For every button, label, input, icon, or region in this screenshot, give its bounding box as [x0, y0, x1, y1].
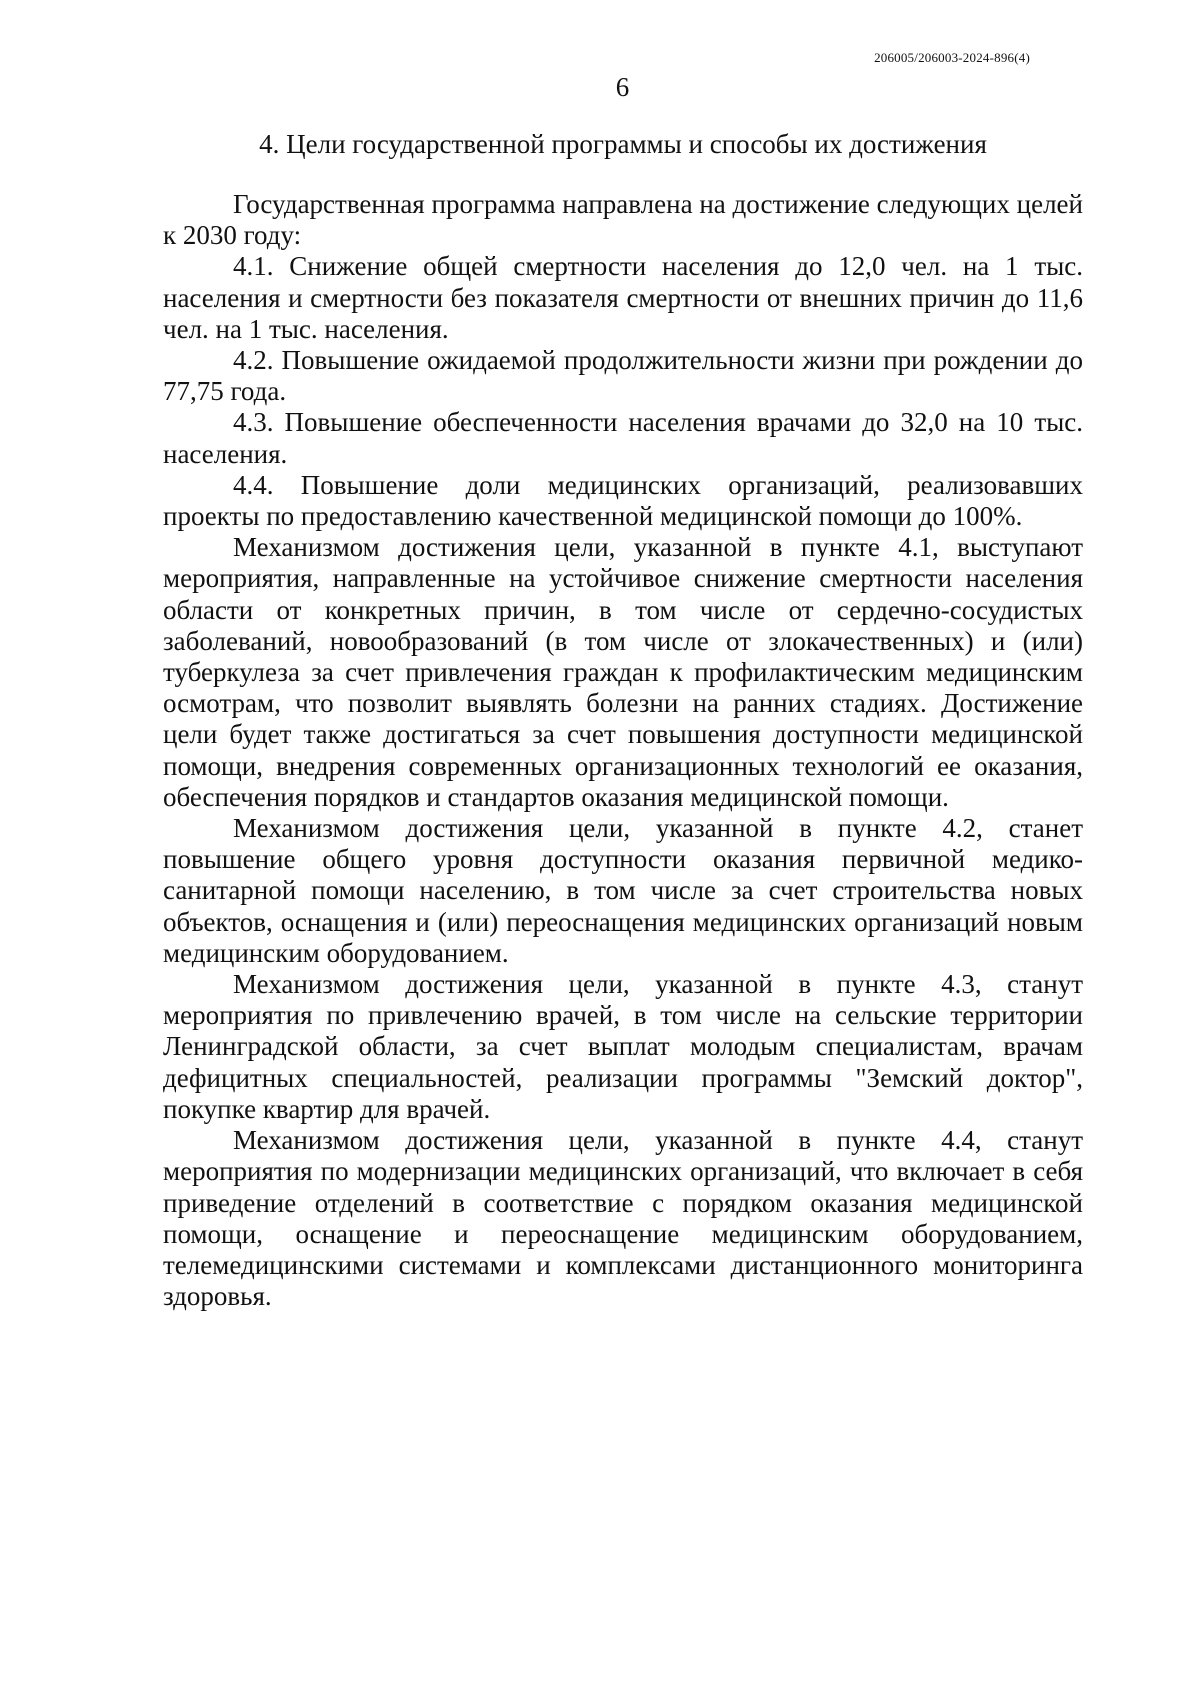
paragraph-mechanism-4-3: Механизмом достижения цели, указанной в пункте 4.3, станут мероприятия по привлечению врачей, в том числе на сельские территории Ленинградской области, за счет выплат молодым специалистам, врачам дефицитных специальностей, реализации программы "Земский доктор", покупке квартир для врачей. — [163, 969, 1083, 1124]
paragraph-mechanism-4-2: Механизмом достижения цели, указанной в пункте 4.2, станет повышение общего уровня доступности оказания первичной медико-санитарной помощи населению, в том числе за счет строительства новых объектов, оснащения и (или) переоснащения медицинских организаций новым медицинским оборудованием. — [163, 813, 1083, 968]
paragraph-goal-4-3: 4.3. Повышение обеспеченности населения врачами до 32,0 на 10 тыс. населения. — [163, 407, 1083, 469]
document-number: 206005/206003-2024-896(4) — [874, 50, 1030, 65]
paragraph-mechanism-4-1: Механизмом достижения цели, указанной в пункте 4.1, выступают мероприятия, направленные на устойчивое снижение смертности населения области от конкретных причин, в том числе от сердечно-сосудистых заболеваний, новообразований (в том числе от злокачественных) и (или) туберкулеза за счет привлечения граждан к профилактическим медицинским осмотрам, что позволит выявлять болезни на ранних стадиях. Достижение цели будет также достигаться за счет повышения доступности медицинской помощи, внедрения современных организационных технологий ее оказания, обеспечения порядков и стандартов оказания медицинской помощи. — [163, 532, 1083, 812]
section-title: 4. Цели государственной программы и способы их достижения — [259, 129, 987, 159]
paragraph-goal-4-4: 4.4. Повышение доли медицинских организаций, реализовавших проекты по предоставлению качественной медицинской помощи до 100%. — [163, 469, 1083, 532]
document-body — [163, 189, 1083, 1312]
paragraph-mechanism-4-4: Механизмом достижения цели, указанной в пункте 4.4, станут мероприятия по модернизации медицинских организаций, что включает в себя приведение отделений в соответствие с порядком оказания медицинской помощи, оснащение и переоснащение медицинским оборудованием, телемедицинскими системами и комплексами дистанционного мониторинга здоровья. — [163, 1125, 1083, 1312]
paragraph-goal-4-2: 4.2. Повышение ожидаемой продолжительности жизни при рождении до 77,75 года. — [163, 345, 1083, 407]
page-number: 6 — [615, 72, 630, 102]
paragraph-goal-4-1: 4.1. Снижение общей смертности населения до 12,0 чел. на 1 тыс. населения и смертности без показателя смертности от внешних причин до 11,6 чел. на 1 тыс. населения. — [163, 251, 1083, 344]
paragraph-intro: Государственная программа направлена на достижение следующих целей к 2030 году: — [163, 189, 1083, 251]
